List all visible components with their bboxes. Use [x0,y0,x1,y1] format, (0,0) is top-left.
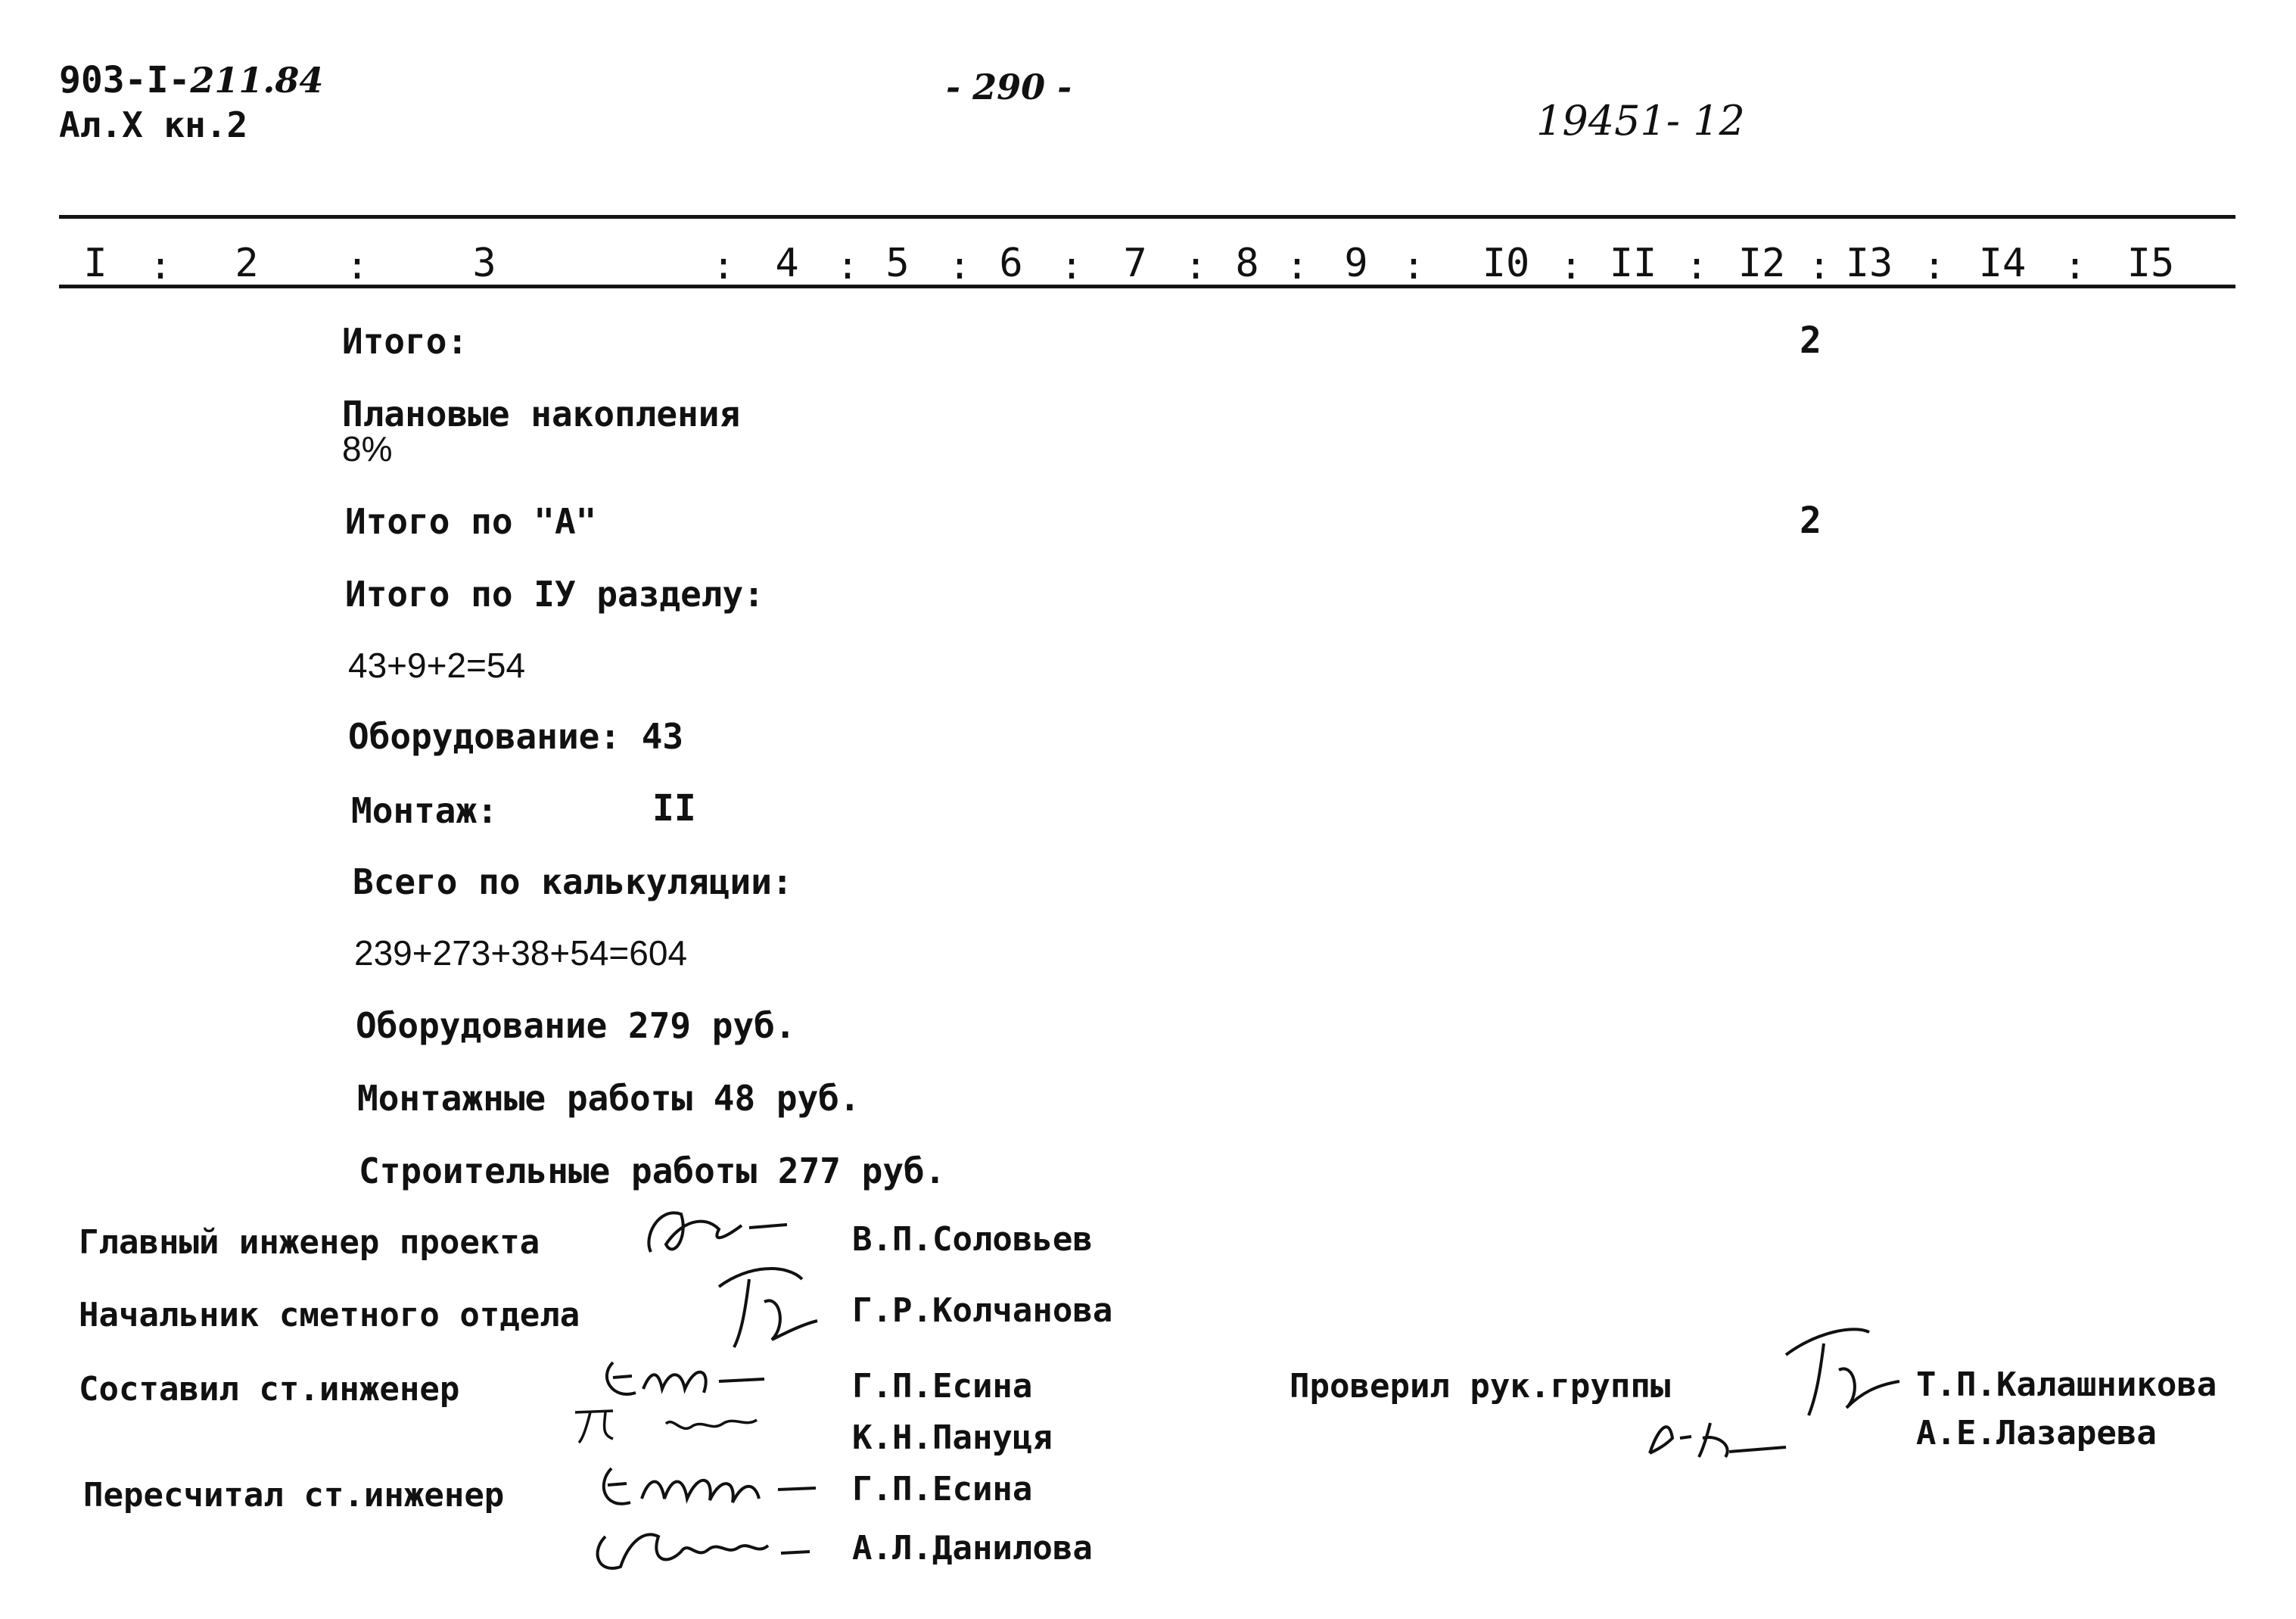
installation-rub: Монтажные работы 48 руб. [357,1078,860,1119]
signature-recalc-1 [589,1453,831,1521]
column-header-rule [59,285,2235,288]
checked-name-1: Т.П.Калашникова [1916,1365,2217,1404]
column-number: 6 [999,241,1023,286]
column-number: 3 [472,241,496,286]
column-number: I4 [1978,241,2027,286]
estimate-head-role: Начальник сметного отдела [79,1296,580,1334]
column-separator: : [1184,244,1208,288]
chief-engineer-role: Главный инженер проекта [79,1223,540,1262]
signature-checked-2 [1627,1393,1801,1468]
column-number: I2 [1738,241,1786,286]
column-number: 7 [1123,241,1147,286]
document-code-printed: 903-I- [59,59,191,101]
column-separator: : [148,244,173,288]
column-separator: : [1922,244,1946,288]
column-separator: : [1807,244,1831,288]
planned-savings-pct: 8% [342,429,393,469]
equipment-label: Оборудование: 43 [348,716,684,757]
column-number: II [1609,241,1657,286]
column-separator: : [1285,244,1309,288]
column-number: 8 [1235,241,1259,286]
installation-value: II [652,787,696,830]
recalc-name-2: А.Л.Данилова [852,1529,1093,1568]
equipment-rub: Оборудование 279 руб. [356,1005,796,1046]
checked-role: Проверил рук.группы [1290,1367,1671,1406]
top-rule [59,215,2235,219]
checked-name-2: А.Е.Лазарева [1916,1414,2157,1452]
installation-label: Монтаж: [351,790,498,831]
column-number: 5 [885,241,910,286]
chief-engineer-name: В.П.Соловьев [852,1220,1093,1259]
column-number: I [83,241,107,286]
compiled-role: Составил ст.инженер [79,1370,460,1409]
album-label: Ал.X кн.2 [59,104,248,145]
document-code [59,59,323,101]
compiled-name-1: Г.П.Есина [852,1367,1033,1406]
itogo-label: Итого: [342,321,468,362]
column-separator: : [1685,244,1709,288]
column-number: I5 [2126,241,2175,286]
column-separator: : [1059,244,1084,288]
inventory-number: 19451- 12 [1536,97,1745,145]
signature-recalc-2 [583,1514,825,1582]
itogo-value: 2 [1800,319,1822,362]
recalc-name-1: Г.П.Есина [852,1470,1033,1508]
page-number: - 290 - [946,67,1072,107]
column-number: I3 [1845,241,1893,286]
column-separator: : [711,244,736,288]
planned-savings-label: Плановые накопления [342,394,741,434]
calc-total-formula: 239+273+38+54=604 [354,933,688,973]
column-separator: : [1402,244,1426,288]
document-code-handwritten: 211.84 [190,60,324,101]
column-separator: : [345,244,369,288]
itogo-a-value: 2 [1800,500,1822,542]
calc-total-label: Всего по калькуляции: [353,861,793,902]
column-separator: : [1559,244,1583,288]
column-number: 2 [235,241,259,286]
recalc-role: Пересчитал ст.инженер [83,1476,505,1515]
column-separator: : [835,244,860,288]
section-total-formula: 43+9+2=54 [348,646,526,685]
column-separator: : [947,244,972,288]
column-number: 4 [775,241,799,286]
column-number: I0 [1482,241,1530,286]
itogo-a-label: Итого по "А" [345,501,597,542]
signature-compiled-2 [560,1397,787,1450]
signature-estimate-head [704,1256,825,1362]
estimate-head-name: Г.Р.Колчанова [852,1291,1113,1330]
compiled-name-2: К.Н.Пануця [852,1418,1053,1457]
construction-rub: Строительные работы 277 руб. [359,1150,946,1191]
section-total-label: Итого по IУ разделу: [345,574,764,615]
column-number: 9 [1344,241,1368,286]
column-separator: : [2063,244,2087,288]
